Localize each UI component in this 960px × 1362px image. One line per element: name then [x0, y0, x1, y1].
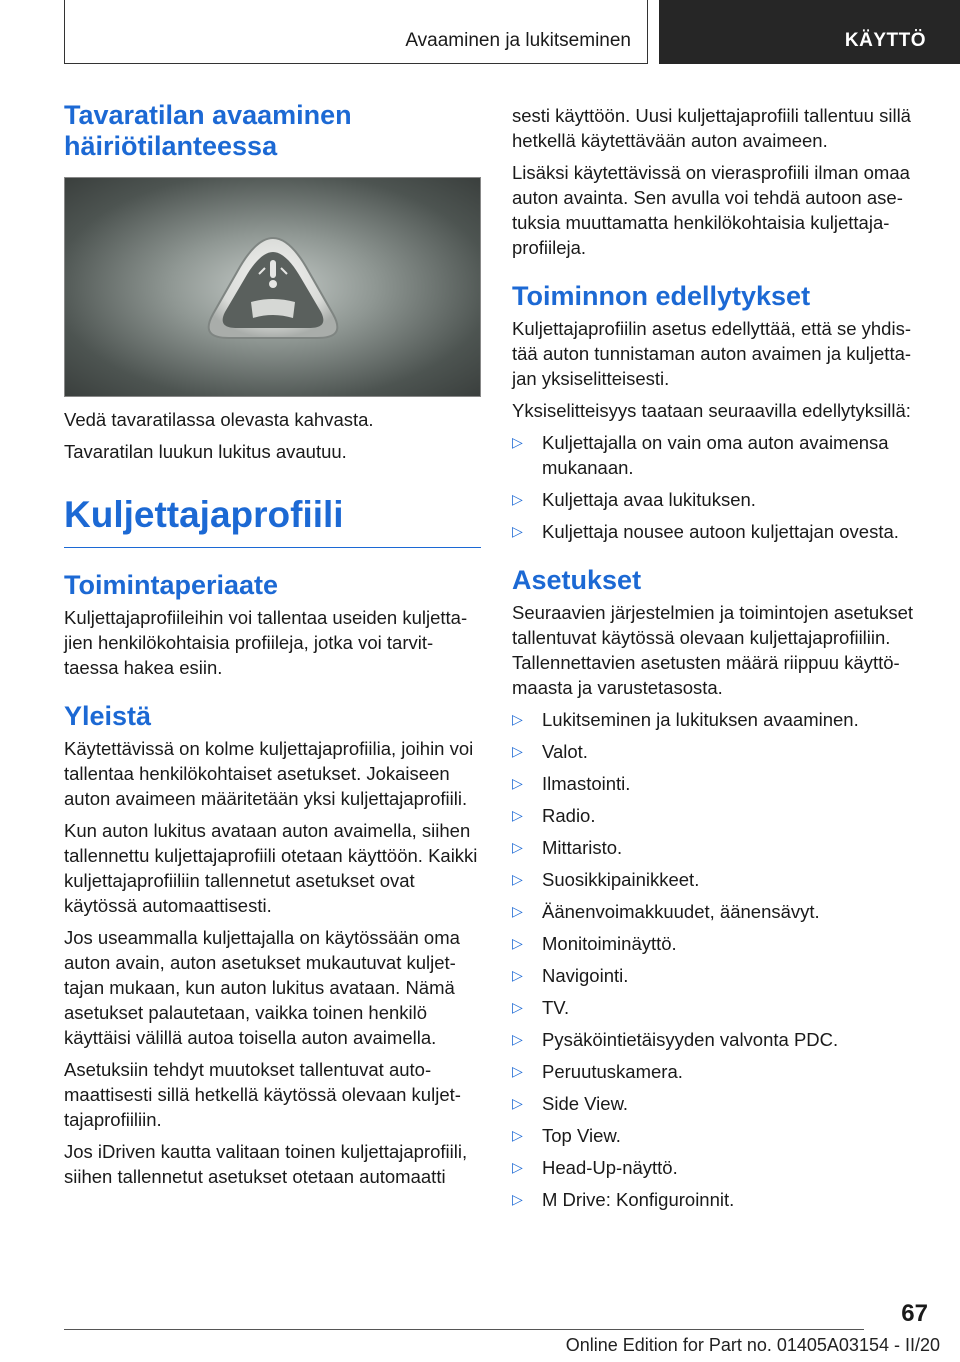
- triangle-bullet-icon: ▷: [512, 1159, 523, 1175]
- list-item: ▷ Äänenvoimakkuudet, äänensävyt.: [512, 901, 820, 922]
- principle-text: Kuljettajaprofiileihin voi tallentaa useiden kuljettajien henkilökohtaisia profiileja, jotka voi tarvittaessa hakea esiin.: [64, 607, 468, 678]
- requirements-list: [512, 430, 928, 544]
- general-text-5: Jos iDriven kautta valitaan toinen kuljettajaprofiili, siihen tallennetut asetukset otetaan automaatti: [64, 1141, 468, 1187]
- list-item: ▷ Navigointi.: [512, 965, 629, 986]
- list-item: ▷ M Drive: Konfiguroinnit.: [512, 1189, 735, 1210]
- list-item: ▷ TV.: [512, 997, 570, 1018]
- triangle-bullet-icon: ▷: [512, 743, 523, 759]
- trunk-emergency-heading: Tavaratilan avaaminen häiriötilanteessa: [64, 100, 352, 161]
- triangle-bullet-icon: ▷: [512, 775, 523, 791]
- requirements-heading: Toiminnon edellytykset: [512, 281, 811, 311]
- list-item: ▷ Kuljettajalla on vain oma auton avaimensa mukanaan.: [512, 432, 889, 478]
- general-text-3: Jos useammalla kuljettajalla on käytössään oma auton avain, auton asetukset mukautuvat kuljettajan mukaan, kun auton lukitus avataan. Nämä asetukset palautetaan, vaikka toinen henkilö käyttäisi välillä autoa toisella auton avaimella.: [64, 927, 460, 1048]
- general-heading: Yleistä: [64, 701, 152, 731]
- triangle-bullet-icon: ▷: [512, 711, 523, 727]
- triangle-bullet-icon: ▷: [512, 807, 523, 823]
- list-item: ▷ Ilmastointi.: [512, 773, 631, 794]
- header-chapter-title: KÄYTTÖ: [844, 30, 926, 51]
- continued-text-2: Lisäksi käytettävissä on vierasprofiili ilman omaa auton avainta. Sen avulla voi tehdä autoon asetuksia muuttamatta henkilökohtaisia kuljettajaprofiileja.: [512, 162, 910, 258]
- triangle-bullet-icon: ▷: [512, 1127, 523, 1143]
- settings-heading: Asetukset: [512, 565, 642, 595]
- list-item: ▷ Kuljettaja avaa lukituksen.: [512, 489, 756, 510]
- footer-edition: Online Edition for Part no. 01405A03154 - II/20: [565, 1335, 940, 1355]
- trunk-release-photo: [64, 177, 481, 397]
- triangle-bullet-icon: ▷: [512, 935, 523, 951]
- list-item: ▷ Monitoiminäyttö.: [512, 933, 677, 954]
- list-item: ▷ Pysäköintietäisyyden valvonta PDC.: [512, 1029, 839, 1050]
- triangle-bullet-icon: ▷: [512, 1095, 523, 1111]
- left-column: [64, 100, 481, 1196]
- trunk-instruction-1: Vedä tavaratilassa olevasta kahvasta.: [64, 409, 374, 430]
- list-item: ▷ Kuljettaja nousee autoon kuljettajan ovesta.: [512, 521, 899, 542]
- list-item: ▷ Head-Up-näyttö.: [512, 1157, 678, 1178]
- list-item: ▷ Top View.: [512, 1125, 621, 1146]
- requirements-text-1: Kuljettajaprofiilin asetus edellyttää, että se yhdistää auton tunnistaman auton avaimen ja kuljettajan yksiselitteisesti.: [512, 318, 912, 389]
- settings-list: [512, 707, 928, 1212]
- triangle-bullet-icon: ▷: [512, 1191, 523, 1207]
- right-column: [512, 103, 928, 1219]
- list-item: ▷ Valot.: [512, 741, 588, 762]
- page-number: 67: [901, 1300, 928, 1327]
- list-item: ▷ Mittaristo.: [512, 837, 623, 858]
- triangle-bullet-icon: ▷: [512, 434, 523, 450]
- general-text-1: Käytettävissä on kolme kuljettajaprofiilia, joihin voi tallentaa henkilökohtaiset asetukset. Jokaiseen auton avaimeen määritetään yksi kuljettajaprofiili.: [64, 738, 474, 809]
- triangle-bullet-icon: ▷: [512, 523, 523, 539]
- settings-text: Seuraavien järjestelmien ja toimintojen asetukset tallentuvat käytössä olevaan kuljettajaprofiiliin. Tallennettavien asetusten määrä riippuu käyttömaasta ja varustetasosta.: [512, 602, 914, 698]
- trunk-instruction-2: Tavaratilan luukun lukitus avautuu.: [64, 441, 347, 462]
- header-chapter-tab: [659, 0, 960, 64]
- footer-divider: [64, 1329, 864, 1330]
- general-text-2: Kun auton lukitus avataan auton avaimella, siihen tallennettu kuljettajaprofiili otetaan käyttöön. Kaikki kuljettajaprofiiliin tallennetut asetukset ovat käytössä automaattisesti.: [64, 820, 478, 916]
- triangle-bullet-icon: ▷: [512, 1031, 523, 1047]
- triangle-bullet-icon: ▷: [512, 999, 523, 1015]
- list-item: ▷ Suosikkipainikkeet.: [512, 869, 700, 890]
- triangle-bullet-icon: ▷: [512, 871, 523, 887]
- triangle-bullet-icon: ▷: [512, 967, 523, 983]
- list-item: ▷ Peruutuskamera.: [512, 1061, 683, 1082]
- list-item: ▷ Side View.: [512, 1093, 629, 1114]
- trunk-emergency-release-icon: [65, 178, 482, 398]
- triangle-bullet-icon: ▷: [512, 903, 523, 919]
- header-section-box: [64, 0, 648, 64]
- triangle-bullet-icon: ▷: [512, 491, 523, 507]
- triangle-bullet-icon: ▷: [512, 1063, 523, 1079]
- principle-heading: Toimintaperiaate: [64, 570, 279, 600]
- requirements-text-2: Yksiselitteisyys taataan seuraavilla edellytyksillä:: [512, 400, 911, 421]
- list-item: ▷ Radio.: [512, 805, 596, 826]
- chapter-heading: Kuljettajaprofiili: [64, 493, 481, 548]
- continued-text-1: sesti käyttöön. Uusi kuljettajaprofiili tallentuu sillä hetkellä käytettävään auton avaimeen.: [512, 105, 911, 151]
- header-section-title: Avaaminen ja lukitseminen: [405, 30, 631, 51]
- triangle-bullet-icon: ▷: [512, 839, 523, 855]
- general-text-4: Asetuksiin tehdyt muutokset tallentuvat automaattisesti sillä hetkellä käytössä olevaan kuljettajaprofiiliin.: [64, 1059, 461, 1130]
- list-item: ▷ Lukitseminen ja lukituksen avaaminen.: [512, 709, 859, 730]
